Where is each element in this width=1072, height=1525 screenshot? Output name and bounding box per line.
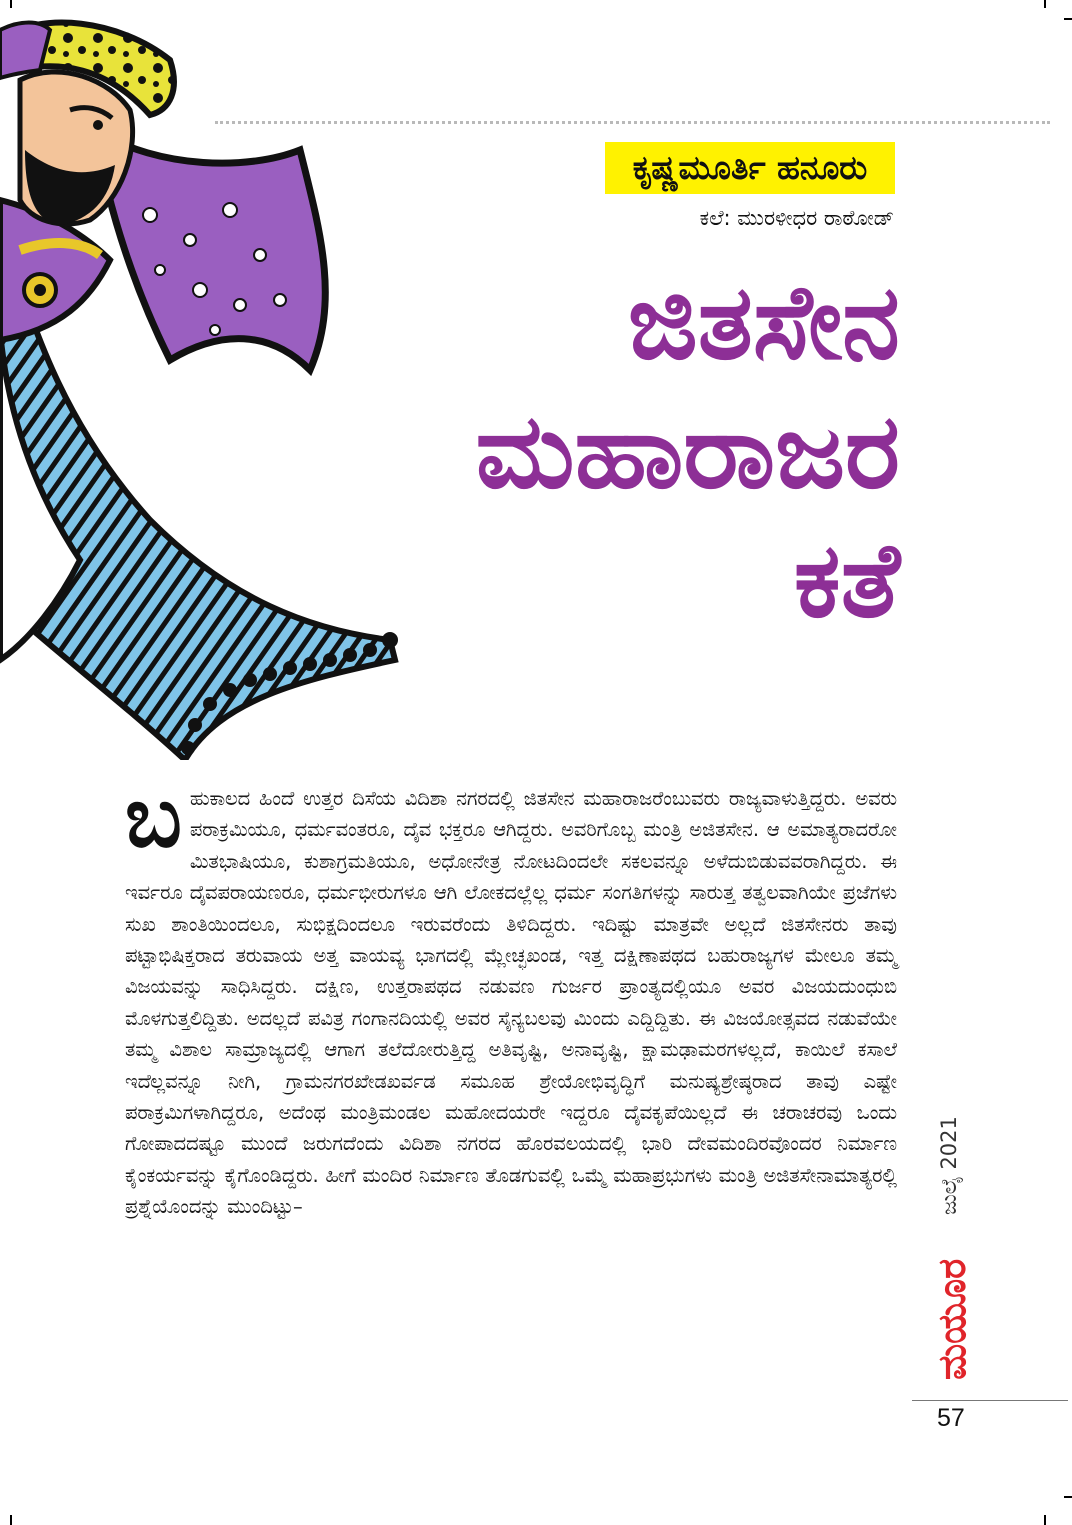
title-line: ಜಿತಸೇನ — [627, 261, 900, 383]
crop-mark-bottom-right — [1044, 1515, 1046, 1525]
page-number: 57 — [937, 1404, 965, 1432]
title-line: ಮಹಾರಾಜರ — [475, 390, 900, 512]
crop-mark-bottom-left — [10, 1515, 12, 1525]
magazine-logo: ಮಯೂರ — [930, 1258, 974, 1380]
crop-mark-right-bottom — [1064, 1496, 1072, 1498]
title-line: ಕತೆ — [793, 519, 900, 641]
art-credit: ಕಲೆ: ಮುರಳೀಧರ ರಾಠೋಡ್ — [699, 206, 894, 230]
issue-date: ಜುಲೈ 2021 — [937, 1116, 961, 1215]
story-title — [476, 258, 900, 645]
footer-rule — [912, 1400, 1068, 1401]
body-paragraph: ಹುಕಾಲದ ಹಿಂದೆ ಉತ್ತರ ದಿಸೆಯ ವಿದಿಶಾ ನಗರದಲ್ಲಿ ಜಿತಸೇನ ಮಹಾರಾಜರೆಂಬುವರು ರಾಜ್ಯವಾಳುತ್ತಿದ್ದರು. ಅವರು ಪರಾಕ್ರಮಿಯೂ, ಧರ್ಮವಂತರೂ, ದೈವ ಭಕ್ತರೂ ಆಗಿದ್ದರು. ಅವರಿಗೊಬ್ಬ ಮಂತ್ರಿ ಅಜಿತಸೇನ. ಆ ಅಮಾತ್ಯರಾದರೋ ಮಿತಭಾಷಿಯೂ, ಕುಶಾಗ್ರಮತಿಯೂ, ಅಧೋನೇತ್ರ ನೋಟದಿಂದಲೇ ಸಕಲವನ್ನೂ ಅಳೆದುಬಿಡುವವರಾಗಿದ್ದರು. ಈ ಇರ್ವರೂ ದೈವಪರಾಯಣರೂ, ಧರ್ಮಭೀರುಗಳೂ ಆಗಿ ಲೋಕದಲ್ಲೆಲ್ಲ ಧರ್ಮ ಸಂಗತಿಗಳನ್ನು ಸಾರುತ್ತ ತತ್ವಲವಾಗಿಯೇ ಪ್ರಜೆಗಳು ಸುಖ ಶಾಂತಿಯಿಂದಲೂ, ಸುಭಿಕ್ಷದಿಂದಲೂ ಇರುವರೆಂದು ತಿಳಿದಿದ್ದರು. ಇದಿಷ್ಟು ಮಾತ್ರವೇ ಅಲ್ಲದೆ ಜಿತಸೇನರು ತಾವು ಪಟ್ಟಾಭಿಷಿಕ್ತರಾದ ತರುವಾಯ ಅತ್ತ ವಾಯವ್ಯ ಭಾಗದಲ್ಲಿ ಮ್ಲೇಚ್ಛಖಂಡ, ಇತ್ತ ದಕ್ಷಿಣಾಪಥದ ಬಹುರಾಜ್ಯಗಳ ಮೇಲೂ ತಮ್ಮ ವಿಜಯವನ್ನು ಸಾಧಿಸಿದ್ದರು. ದಕ್ಷಿಣ, ಉತ್ತರಾಪಥದ ನಡುವಣ ಗುರ್ಜರ ಪ್ರಾಂತ್ಯದಲ್ಲಿಯೂ ಅವರ ವಿಜಯದುಂಧುಬಿ ಮೊಳಗುತ್ತಲಿದ್ದಿತು. ಅದಲ್ಲದೆ ಪವಿತ್ರ ಗಂಗಾನದಿಯಲ್ಲಿ ಅವರ ಸೈನ್ಯಬಲವು ಮಿಂದು ಎದ್ದಿದ್ದಿತು. ಈ ವಿಜಯೋತ್ಸವದ ನಡುವೆಯೇ ತಮ್ಮ ವಿಶಾಲ ಸಾಮ್ರಾಜ್ಯದಲ್ಲಿ ಆಗಾಗ ತಲೆದೋರುತ್ತಿದ್ದ ಅತಿವೃಷ್ಟಿ, ಅನಾವೃಷ್ಟಿ, ಕ್ಷಾಮಢಾಮರಗಳಲ್ಲದೆ, ಕಾಯಿಲೆ ಕಸಾಲೆ ಇದೆಲ್ಲವನ್ನೂ ನೀಗಿ, ಗ್ರಾಮನಗರಖೇಡಖರ್ವಡ ಸಮೂಹ ಶ್ರೇಯೋಭಿವೃದ್ಧಿಗೆ ಮನುಷ್ಯಶ್ರೇಷ್ಠರಾದ ತಾವು ಎಷ್ಟೇ ಪರಾಕ್ರಮಿಗಳಾಗಿದ್ದರೂ, ಅದೆಂಥ ಮಂತ್ರಿಮಂಡಲ ಮಹೋದಯರೇ ಇದ್ದರೂ ದೈವಕೃಪೆಯಿಲ್ಲದೆ ಈ ಚರಾಚರವು ಒಂದು ಗೋಪಾದದಷ್ಟೂ ಮುಂದೆ ಜರುಗದೆಂದು ವಿದಿಶಾ ನಗರದ ಹೊರವಲಯದಲ್ಲಿ ಭಾರಿ ದೇವಮಂದಿರವೊಂದರ ನಿರ್ಮಾಣ ಕೈಂಕರ್ಯವನ್ನು ಕೈಗೊಂಡಿದ್ದರು. ಹೀಗೆ ಮಂದಿರ ನಿರ್ಮಾಣ ತೊಡಗುವಲ್ಲಿ ಒಮ್ಮೆ ಮಹಾಪ್ರಭುಗಳು ಮಂತ್ರಿ ಅಜಿತಸೇನಾಮಾತ್ಯರಲ್ಲಿ ಪ್ರಶ್ನೆಯೊಂದನ್ನು ಮುಂದಿಟ್ಟು– — [125, 787, 897, 1219]
drop-cap: ಬ — [125, 767, 182, 866]
author-name: ಕೃಷ್ಣಮೂರ್ತಿ ಹನೂರು — [605, 142, 895, 194]
king-illustration — [0, 0, 480, 760]
crop-mark-right-top — [1064, 18, 1072, 20]
dotted-rule — [215, 121, 1050, 124]
story-body — [125, 767, 897, 1223]
crop-mark-top-right — [1044, 0, 1046, 8]
